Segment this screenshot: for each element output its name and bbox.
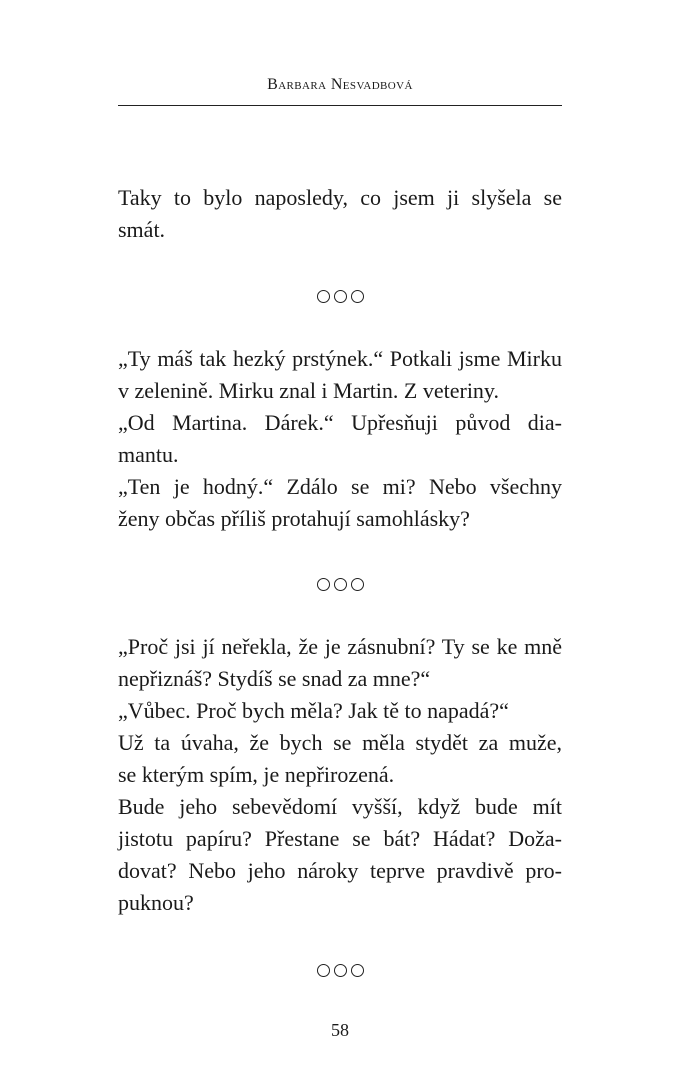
section-separator-2 (118, 574, 562, 597)
text-line: jistotu papíru? Přestane se bát? Hádat? Doža- (118, 826, 562, 851)
text-line: dovat? Nebo jeho nároky teprve pravdivě pro- (118, 858, 562, 883)
page-number: 58 (331, 1020, 349, 1040)
text-line: ženy občas příliš protahují samohlásky? (118, 506, 470, 531)
ornament-circle-icon (334, 964, 347, 977)
text-line: puknou? (118, 890, 194, 915)
ornament-circle-icon (351, 578, 364, 591)
ornament-circle-icon (317, 578, 330, 591)
section-separator-3 (118, 960, 562, 983)
running-head-author: Barbara Nesvadbová (267, 76, 413, 93)
text-line: smát. (118, 217, 166, 242)
text-line: „Vůbec. Proč bych měla? Jak tě to napadá?“ (118, 698, 509, 723)
text-line: se kterým spím, je nepřirozená. (118, 762, 395, 787)
text-line: Taky to bylo naposledy, co jsem ji slyšela se (118, 185, 562, 210)
section-3 (118, 631, 562, 919)
text-line: Už ta úvaha, že bych se měla stydět za muže, (118, 730, 562, 755)
ornament-circle-icon (334, 578, 347, 591)
section-separator-1 (118, 286, 562, 309)
ornament-circle-icon (317, 290, 330, 303)
text-line: v zelenině. Mirku znal i Martin. Z veteriny. (118, 378, 500, 403)
text-line: „Ty máš tak hezký prstýnek.“ Potkali jsme Mirku (118, 346, 562, 371)
ornament-circle-icon (351, 964, 364, 977)
ornament-circle-icon (317, 964, 330, 977)
section-2 (118, 343, 562, 535)
header-rule (118, 105, 562, 106)
ornament-circle-icon (334, 290, 347, 303)
text-line: „Proč jsi jí neřekla, že je zásnubní? Ty se ke mně (118, 634, 562, 659)
text-line: mantu. (118, 442, 179, 467)
text-line: Bude jeho sebevědomí vyšší, když bude mít (118, 794, 562, 819)
text-line: „Od Martina. Dárek.“ Upřesňuji původ dia- (118, 410, 562, 435)
section-1 (118, 182, 562, 246)
text-line: nepřiznáš? Stydíš se snad za mne?“ (118, 666, 431, 691)
ornament-circle-icon (351, 290, 364, 303)
text-line: „Ten je hodný.“ Zdálo se mi? Nebo všechny (118, 474, 562, 499)
